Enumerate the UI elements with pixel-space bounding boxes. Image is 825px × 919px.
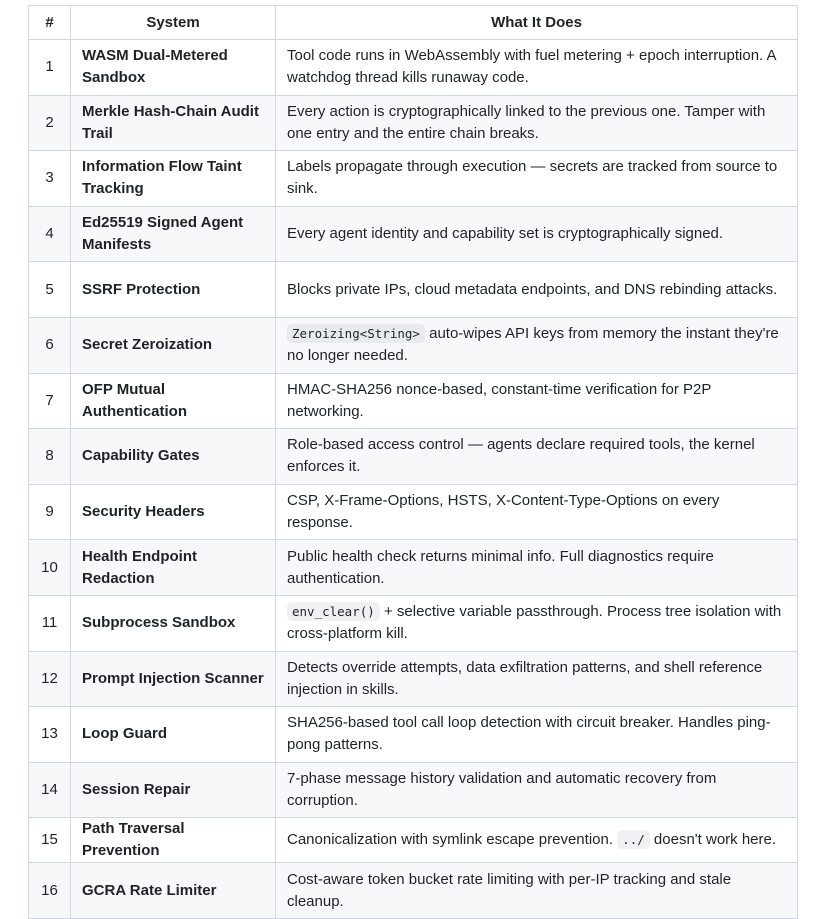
row-number: 3 <box>29 151 71 207</box>
table-row <box>29 540 798 596</box>
inline-code: env_clear() <box>287 602 380 621</box>
table-row <box>29 317 798 373</box>
table-row <box>29 484 798 540</box>
inline-code: ../ <box>617 830 650 849</box>
table-row <box>29 863 798 919</box>
row-number: 9 <box>29 484 71 540</box>
row-description: Blocks private IPs, cloud metadata endpoints, and DNS rebinding attacks. <box>276 262 798 318</box>
row-number: 4 <box>29 206 71 262</box>
description-text: auto-wipes API keys from memory the instant they're no longer needed. <box>287 325 779 365</box>
table-row <box>29 429 798 485</box>
row-description <box>276 317 798 373</box>
row-system: Session Repair <box>71 762 276 818</box>
table-row <box>29 262 798 318</box>
table-row <box>29 762 798 818</box>
row-system: Health Endpoint Redaction <box>71 540 276 596</box>
table-row <box>29 818 798 863</box>
table-row <box>29 707 798 763</box>
row-description: HMAC-SHA256 nonce-based, constant-time verification for P2P networking. <box>276 373 798 429</box>
table-row <box>29 373 798 429</box>
row-description: Detects override attempts, data exfiltration patterns, and shell reference injection in skills. <box>276 651 798 707</box>
row-description: Tool code runs in WebAssembly with fuel metering + epoch interruption. A watchdog thread kills runaway code. <box>276 40 798 96</box>
row-system: Security Headers <box>71 484 276 540</box>
header-system: System <box>71 6 276 40</box>
row-number: 16 <box>29 863 71 919</box>
description-text: + selective variable passthrough. Process tree isolation with cross-platform kill. <box>287 603 782 643</box>
table-row <box>29 151 798 207</box>
row-number: 7 <box>29 373 71 429</box>
description-text: doesn't work here. <box>649 831 777 849</box>
row-number: 6 <box>29 317 71 373</box>
inline-code: Zeroizing<String> <box>287 324 425 343</box>
row-description: Every agent identity and capability set is cryptographically signed. <box>276 206 798 262</box>
row-system: OFP Mutual Authentication <box>71 373 276 429</box>
table-row <box>29 95 798 151</box>
row-system: Information Flow Taint Tracking <box>71 151 276 207</box>
security-systems-table-container <box>28 5 797 919</box>
table-header-row <box>29 6 798 40</box>
row-description: SHA256-based tool call loop detection with circuit breaker. Handles ping-pong patterns. <box>276 707 798 763</box>
row-system: WASM Dual-Metered Sandbox <box>71 40 276 96</box>
row-number: 10 <box>29 540 71 596</box>
row-description: Every action is cryptographically linked to the previous one. Tamper with one entry and the entire chain breaks. <box>276 95 798 151</box>
row-number: 8 <box>29 429 71 485</box>
row-system: Merkle Hash-Chain Audit Trail <box>71 95 276 151</box>
row-system: Prompt Injection Scanner <box>71 651 276 707</box>
header-what-it-does: What It Does <box>276 6 798 40</box>
row-number: 13 <box>29 707 71 763</box>
row-description: Public health check returns minimal info. Full diagnostics require authentication. <box>276 540 798 596</box>
row-system: Loop Guard <box>71 707 276 763</box>
row-description: 7-phase message history validation and automatic recovery from corruption. <box>276 762 798 818</box>
row-description: CSP, X-Frame-Options, HSTS, X-Content-Type-Options on every response. <box>276 484 798 540</box>
row-number: 15 <box>29 818 71 863</box>
table-row <box>29 206 798 262</box>
row-system: SSRF Protection <box>71 262 276 318</box>
row-system: Ed25519 Signed Agent Manifests <box>71 206 276 262</box>
row-number: 1 <box>29 40 71 96</box>
row-number: 14 <box>29 762 71 818</box>
row-system: Path Traversal Prevention <box>71 818 276 863</box>
row-system: GCRA Rate Limiter <box>71 863 276 919</box>
header-number: # <box>29 6 71 40</box>
table-row <box>29 651 798 707</box>
row-number: 12 <box>29 651 71 707</box>
row-number: 5 <box>29 262 71 318</box>
row-description: Role-based access control — agents declare required tools, the kernel enforces it. <box>276 429 798 485</box>
row-description <box>276 818 798 863</box>
row-description: Cost-aware token bucket rate limiting with per-IP tracking and stale cleanup. <box>276 863 798 919</box>
security-systems-table <box>28 5 798 919</box>
table-row <box>29 40 798 96</box>
description-text: Canonicalization with symlink escape prevention. <box>287 831 618 849</box>
row-description: Labels propagate through execution — secrets are tracked from source to sink. <box>276 151 798 207</box>
row-number: 2 <box>29 95 71 151</box>
row-system: Secret Zeroization <box>71 317 276 373</box>
row-system: Subprocess Sandbox <box>71 595 276 651</box>
row-number: 11 <box>29 595 71 651</box>
row-system: Capability Gates <box>71 429 276 485</box>
row-description <box>276 595 798 651</box>
table-row <box>29 595 798 651</box>
